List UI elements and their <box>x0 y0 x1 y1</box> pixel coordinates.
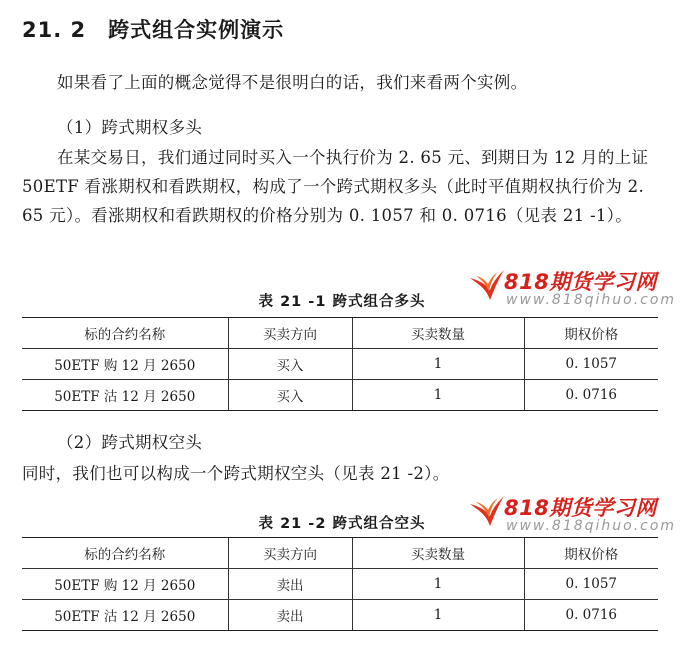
table-cell: 50ETF 沽 12 月 2650 <box>22 600 228 631</box>
section-number: 21. 2 <box>22 18 87 42</box>
part2-heading: （2）跨式期权空头 <box>57 433 203 452</box>
table-cell: 50ETF 购 12 月 2650 <box>22 349 228 380</box>
table1-header-row <box>22 318 658 349</box>
table1-header-cell: 标的合约名称 <box>22 318 228 349</box>
table-cell: 1 <box>352 349 524 380</box>
table-cell: 0. 0716 <box>524 380 658 411</box>
table-row <box>22 600 658 631</box>
table1-header-cell: 期权价格 <box>524 318 658 349</box>
section-heading: 跨式组合实例演示 <box>108 18 285 42</box>
table-cell: 卖出 <box>228 600 352 631</box>
watermark-url: www.818qihuo.com <box>506 518 677 534</box>
table2-header-row <box>22 538 658 569</box>
table-cell: 50ETF 购 12 月 2650 <box>22 569 228 600</box>
table2-header-cell: 期权价格 <box>524 538 658 569</box>
table2 <box>22 537 658 631</box>
table-cell: 50ETF 沽 12 月 2650 <box>22 380 228 411</box>
part1-heading: （1）跨式期权多头 <box>57 118 203 137</box>
table-cell: 买入 <box>228 380 352 411</box>
table2-caption: 表 21 -2 跨式组合空头 <box>258 516 426 532</box>
part2-body: 同时，我们也可以构成一个跨式期权空头（见表 21 -2）。 <box>22 464 450 483</box>
table1-header-cell: 买卖数量 <box>352 318 524 349</box>
watermark-title: 818期货学习网 <box>504 270 657 294</box>
table-cell: 1 <box>352 380 524 411</box>
table-cell: 1 <box>352 569 524 600</box>
table2-header-cell: 买卖数量 <box>352 538 524 569</box>
table2-header-cell: 标的合约名称 <box>22 538 228 569</box>
table-cell: 0. 1057 <box>524 569 658 600</box>
table2-header-cell: 买卖方向 <box>228 538 352 569</box>
table-cell: 0. 1057 <box>524 349 658 380</box>
table-cell: 卖出 <box>228 569 352 600</box>
table1-caption: 表 21 -1 跨式组合多头 <box>258 294 426 310</box>
table-row <box>22 569 658 600</box>
table-cell: 1 <box>352 600 524 631</box>
watermark-url: www.818qihuo.com <box>506 292 677 308</box>
intro-paragraph: 如果看了上面的概念觉得不是很明白的话，我们来看两个实例。 <box>57 73 528 92</box>
part1-body: 在某交易日，我们通过同时买入一个执行价为 2. 65 元、到期日为 12 月的上证 50ETF 看涨期权和看跌期权，构成了一个跨式期权多头（此时平值期权执行价为 2. 65 元）。看涨期权和看跌期权的价格分别为 0. 1057 和 0. 0716（见表 21 -1）。 <box>22 148 649 225</box>
watermark-title: 818期货学习网 <box>504 496 657 520</box>
table-cell: 买入 <box>228 349 352 380</box>
table-row <box>22 380 658 411</box>
table1-header-cell: 买卖方向 <box>228 318 352 349</box>
table-row <box>22 349 658 380</box>
table1 <box>22 317 658 411</box>
section-title <box>22 14 284 44</box>
table-cell: 0. 0716 <box>524 600 658 631</box>
